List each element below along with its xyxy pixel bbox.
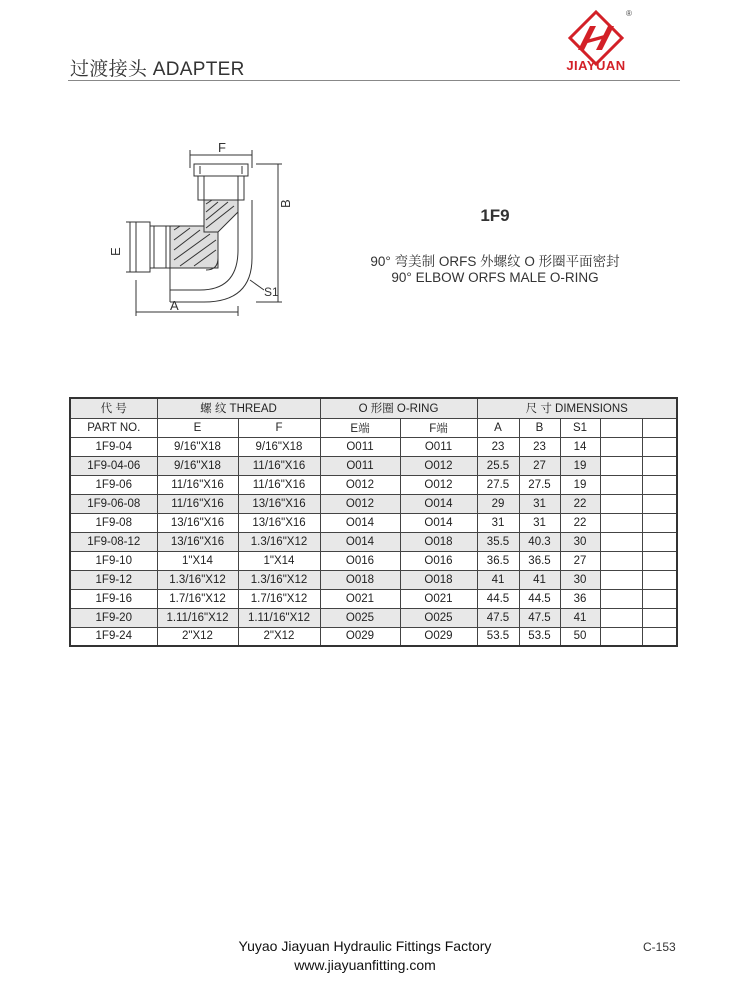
cell-oring-f: O012 xyxy=(400,475,477,494)
cell-dim-b: 41 xyxy=(519,570,560,589)
cell-thread-f: 1.11/16"X12 xyxy=(238,608,320,627)
cell-part-no: 1F9-04 xyxy=(70,437,157,456)
cell-dim-b: 53.5 xyxy=(519,627,560,646)
cell-blank xyxy=(642,456,677,475)
header-dimensions: 尺 寸 DIMENSIONS xyxy=(477,398,677,418)
cell-thread-e: 1.11/16"X12 xyxy=(157,608,238,627)
footer-company: Yuyao Jiayuan Hydraulic Fittings Factory xyxy=(238,938,492,954)
header-f: F xyxy=(238,418,320,437)
table-row xyxy=(70,437,677,456)
cell-dim-a: 35.5 xyxy=(477,532,519,551)
cell-thread-f: 2"X12 xyxy=(238,627,320,646)
cell-dim-s1: 36 xyxy=(560,589,600,608)
cell-blank xyxy=(642,608,677,627)
cell-oring-e: O011 xyxy=(320,456,400,475)
cell-dim-s1: 14 xyxy=(560,437,600,456)
cell-dim-s1: 30 xyxy=(560,570,600,589)
cell-thread-f: 11/16"X16 xyxy=(238,456,320,475)
cell-dim-a: 31 xyxy=(477,513,519,532)
cell-dim-a: 47.5 xyxy=(477,608,519,627)
cell-thread-e: 1.3/16"X12 xyxy=(157,570,238,589)
cell-dim-s1: 50 xyxy=(560,627,600,646)
cell-dim-b: 40.3 xyxy=(519,532,560,551)
cell-oring-e: O029 xyxy=(320,627,400,646)
cell-dim-b: 31 xyxy=(519,513,560,532)
cell-thread-e: 11/16"X16 xyxy=(157,494,238,513)
header-e-end: E端 xyxy=(320,418,400,437)
cell-dim-s1: 19 xyxy=(560,475,600,494)
footer-website: www.jiayuanfitting.com xyxy=(294,957,436,973)
cell-thread-e: 9/16"X18 xyxy=(157,437,238,456)
cell-thread-f: 1"X14 xyxy=(238,551,320,570)
cell-part-no: 1F9-06 xyxy=(70,475,157,494)
cell-dim-b: 36.5 xyxy=(519,551,560,570)
cell-blank xyxy=(642,475,677,494)
cell-oring-f: O029 xyxy=(400,627,477,646)
cell-dim-a: 27.5 xyxy=(477,475,519,494)
cell-thread-f: 1.3/16"X12 xyxy=(238,532,320,551)
table-row xyxy=(70,570,677,589)
cell-oring-e: O016 xyxy=(320,551,400,570)
cell-dim-a: 23 xyxy=(477,437,519,456)
elbow-technical-drawing xyxy=(100,140,310,320)
dim-label-a: A xyxy=(170,298,179,313)
header-a: A xyxy=(477,418,519,437)
cell-dim-s1: 41 xyxy=(560,608,600,627)
cell-thread-f: 1.3/16"X12 xyxy=(238,570,320,589)
cell-oring-e: O025 xyxy=(320,608,400,627)
cell-part-no: 1F9-16 xyxy=(70,589,157,608)
cell-dim-b: 44.5 xyxy=(519,589,560,608)
table-row xyxy=(70,551,677,570)
cell-blank xyxy=(642,437,677,456)
cell-oring-e: O021 xyxy=(320,589,400,608)
dim-label-e: E xyxy=(108,247,123,256)
cell-oring-f: O025 xyxy=(400,608,477,627)
cell-dim-a: 29 xyxy=(477,494,519,513)
header-e: E xyxy=(157,418,238,437)
cell-dim-s1: 19 xyxy=(560,456,600,475)
cell-oring-f: O018 xyxy=(400,532,477,551)
cell-oring-f: O021 xyxy=(400,589,477,608)
cell-blank xyxy=(600,608,642,627)
dim-label-b: B xyxy=(278,199,293,208)
cell-dim-a: 25.5 xyxy=(477,456,519,475)
cell-part-no: 1F9-06-08 xyxy=(70,494,157,513)
table-row xyxy=(70,627,677,646)
cell-thread-e: 13/16"X16 xyxy=(157,532,238,551)
product-code: 1F9 xyxy=(480,206,510,225)
header-oring: O 形圈 O-RING xyxy=(320,398,477,418)
header-divider xyxy=(68,80,680,81)
cell-part-no: 1F9-12 xyxy=(70,570,157,589)
cell-blank xyxy=(600,513,642,532)
cell-thread-f: 13/16"X16 xyxy=(238,494,320,513)
cell-blank xyxy=(642,494,677,513)
cell-blank xyxy=(600,551,642,570)
cell-oring-e: O018 xyxy=(320,570,400,589)
header-part-no: PART NO. xyxy=(70,418,157,437)
cell-thread-e: 11/16"X16 xyxy=(157,475,238,494)
table-row xyxy=(70,589,677,608)
cell-dim-a: 53.5 xyxy=(477,627,519,646)
cell-oring-f: O016 xyxy=(400,551,477,570)
cell-blank xyxy=(600,437,642,456)
table-row xyxy=(70,494,677,513)
cell-dim-s1: 22 xyxy=(560,513,600,532)
header-f-end: F端 xyxy=(400,418,477,437)
cell-part-no: 1F9-08 xyxy=(70,513,157,532)
cell-dim-a: 36.5 xyxy=(477,551,519,570)
cell-thread-e: 2"X12 xyxy=(157,627,238,646)
cell-thread-f: 11/16"X16 xyxy=(238,475,320,494)
brand-name: JIAYUAN xyxy=(566,58,626,73)
table-row xyxy=(70,513,677,532)
cell-part-no: 1F9-20 xyxy=(70,608,157,627)
table-row xyxy=(70,475,677,494)
cell-thread-e: 1.7/16"X12 xyxy=(157,589,238,608)
cell-dim-b: 27 xyxy=(519,456,560,475)
header-code: 代 号 xyxy=(70,398,157,418)
cell-oring-f: O018 xyxy=(400,570,477,589)
cell-blank xyxy=(642,513,677,532)
cell-thread-f: 1.7/16"X12 xyxy=(238,589,320,608)
cell-thread-f: 9/16"X18 xyxy=(238,437,320,456)
cell-dim-b: 27.5 xyxy=(519,475,560,494)
cell-oring-f: O011 xyxy=(400,437,477,456)
cell-part-no: 1F9-04-06 xyxy=(70,456,157,475)
cell-thread-e: 9/16"X18 xyxy=(157,456,238,475)
cell-blank xyxy=(600,589,642,608)
cell-part-no: 1F9-24 xyxy=(70,627,157,646)
cell-oring-e: O012 xyxy=(320,494,400,513)
cell-blank xyxy=(642,532,677,551)
cell-blank xyxy=(600,627,642,646)
cell-thread-f: 13/16"X16 xyxy=(238,513,320,532)
cell-thread-e: 13/16"X16 xyxy=(157,513,238,532)
spec-table xyxy=(69,397,678,647)
page-title: 过渡接头 ADAPTER xyxy=(70,59,245,80)
cell-part-no: 1F9-08-12 xyxy=(70,532,157,551)
cell-dim-a: 41 xyxy=(477,570,519,589)
cell-dim-s1: 22 xyxy=(560,494,600,513)
cell-dim-b: 47.5 xyxy=(519,608,560,627)
table-sub-header-row xyxy=(70,418,677,437)
header-blank xyxy=(642,418,677,437)
cell-thread-e: 1"X14 xyxy=(157,551,238,570)
page-number: C-153 xyxy=(643,940,676,954)
table-group-header-row xyxy=(70,398,677,418)
cell-oring-e: O011 xyxy=(320,437,400,456)
dim-label-s1: S1 xyxy=(264,285,279,299)
cell-dim-s1: 30 xyxy=(560,532,600,551)
product-description-cn: 90° 弯美制 ORFS 外螺纹 O 形圈平面密封 xyxy=(370,254,620,269)
cell-part-no: 1F9-10 xyxy=(70,551,157,570)
cell-oring-e: O012 xyxy=(320,475,400,494)
cell-dim-b: 31 xyxy=(519,494,560,513)
cell-oring-e: O014 xyxy=(320,532,400,551)
header-blank xyxy=(600,418,642,437)
table-row xyxy=(70,608,677,627)
header-thread: 螺 纹 THREAD xyxy=(157,398,320,418)
cell-blank xyxy=(600,532,642,551)
cell-dim-b: 23 xyxy=(519,437,560,456)
table-row xyxy=(70,532,677,551)
table-row xyxy=(70,456,677,475)
cell-dim-a: 44.5 xyxy=(477,589,519,608)
cell-oring-f: O014 xyxy=(400,513,477,532)
cell-blank xyxy=(600,494,642,513)
cell-oring-f: O014 xyxy=(400,494,477,513)
cell-blank xyxy=(600,570,642,589)
cell-blank xyxy=(600,475,642,494)
cell-oring-e: O014 xyxy=(320,513,400,532)
cell-blank xyxy=(642,551,677,570)
cell-oring-f: O012 xyxy=(400,456,477,475)
cell-blank xyxy=(642,570,677,589)
product-description-en: 90° ELBOW ORFS MALE O-RING xyxy=(391,270,599,285)
header-s1: S1 xyxy=(560,418,600,437)
cell-dim-s1: 27 xyxy=(560,551,600,570)
cell-blank xyxy=(642,627,677,646)
dim-label-f: F xyxy=(218,140,226,155)
registered-mark: ® xyxy=(626,9,632,18)
header-b: B xyxy=(519,418,560,437)
cell-blank xyxy=(642,589,677,608)
cell-blank xyxy=(600,456,642,475)
